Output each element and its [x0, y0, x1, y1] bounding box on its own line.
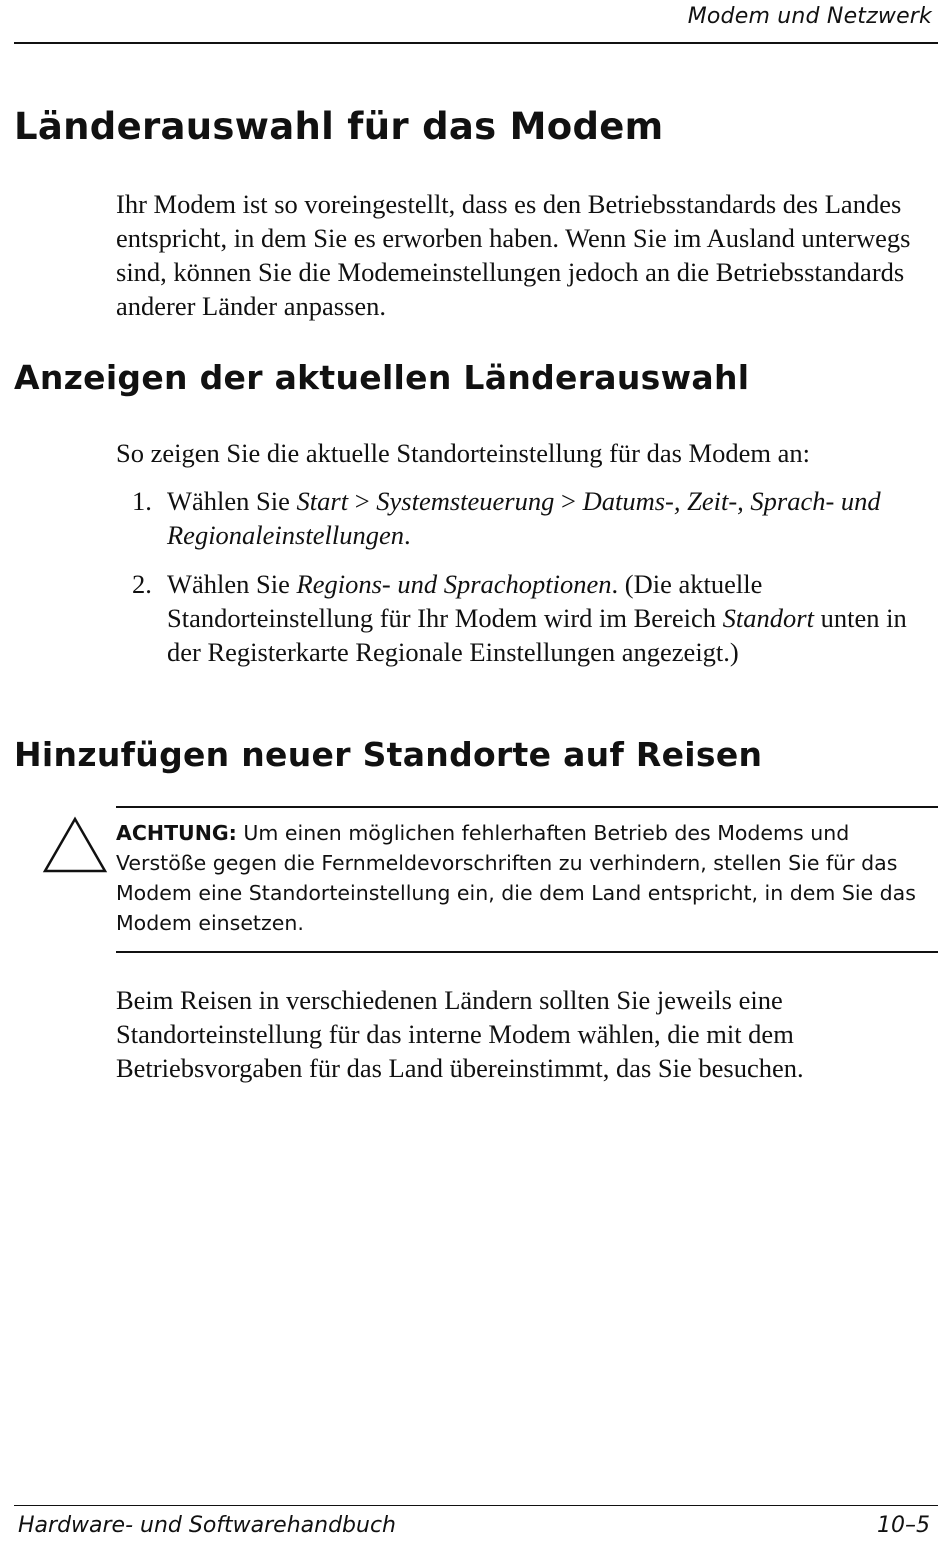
step-1 [132, 484, 942, 552]
step-number: 2. [132, 569, 152, 599]
step-text [167, 484, 942, 552]
menu-path-start: Start [296, 486, 349, 516]
section-heading-travel: Hinzufügen neuer Standorte auf Reisen [14, 735, 763, 774]
menu-path-region-options: Regions- und Sprachoptionen [296, 569, 612, 599]
footer-book-title: Hardware- und Softwarehandbuch [18, 1513, 396, 1538]
step-text-part: Wählen Sie [167, 569, 297, 599]
display-intro-paragraph: So zeigen Sie die aktuelle Standorteinstellung für das Modem an: [116, 438, 810, 468]
step-2 [132, 567, 942, 669]
running-header: Modem und Netzwerk [687, 4, 932, 29]
caution-triangle-icon [42, 816, 108, 874]
menu-path-control-panel: Systemsteuerung [376, 486, 555, 516]
footer-page-number: 10–5 [877, 1513, 930, 1538]
section-heading-display: Anzeigen der aktuellen Länderauswahl [14, 358, 750, 397]
step-text-part: . [403, 520, 411, 550]
page-title: Länderauswahl für das Modem [14, 105, 664, 148]
menu-path-regional-settings: Datums-, Zeit-, Sprach- und Regionaleinstellungen [167, 486, 881, 550]
menu-path-separator: > [554, 486, 583, 516]
caution-bottom-rule [116, 951, 938, 953]
caution-text: Um einen möglichen fehlerhaften Betrieb des Modems und Verstöße gegen die Fernmeldevorschriften zu verhindern, stellen Sie für das Modem eine Standorteinstellung ein, die dem Land entspricht, in dem Sie das Modem einsetzen. [116, 821, 916, 935]
step-number: 1. [132, 486, 152, 516]
footer-rule [14, 1505, 938, 1506]
step-text-part: . (Die aktuelle Standorteinstellung für Ihr Modem wird im Bereich [167, 569, 763, 633]
travel-paragraph: Beim Reisen in verschiedenen Ländern sollten Sie jeweils eine Standorteinstellung für das interne Modem wählen, die mit dem Betriebsvorgaben für das Land übereinstimmt, das Sie besuchen. [116, 985, 804, 1083]
caution-note [116, 818, 916, 938]
intro-paragraph: Ihr Modem ist so voreingestellt, dass es den Betriebsstandards des Landes entspricht, in dem Sie es erworben haben. Wenn Sie im Ausland unterwegs sind, können Sie die Modemeinstellungen jedoch an die Betriebsstandards anderer Länder anpassen. [116, 189, 911, 321]
caution-top-rule [116, 806, 938, 808]
header-rule [14, 42, 938, 44]
step-text [167, 567, 942, 669]
field-name-standort: Standort [722, 603, 814, 633]
step-text-part: Wählen Sie [167, 486, 297, 516]
menu-path-separator: > [348, 486, 377, 516]
caution-label: ACHTUNG: [116, 821, 237, 845]
step-text-part: unten in der Registerkarte Regionale Einstellungen angezeigt.) [167, 603, 907, 667]
